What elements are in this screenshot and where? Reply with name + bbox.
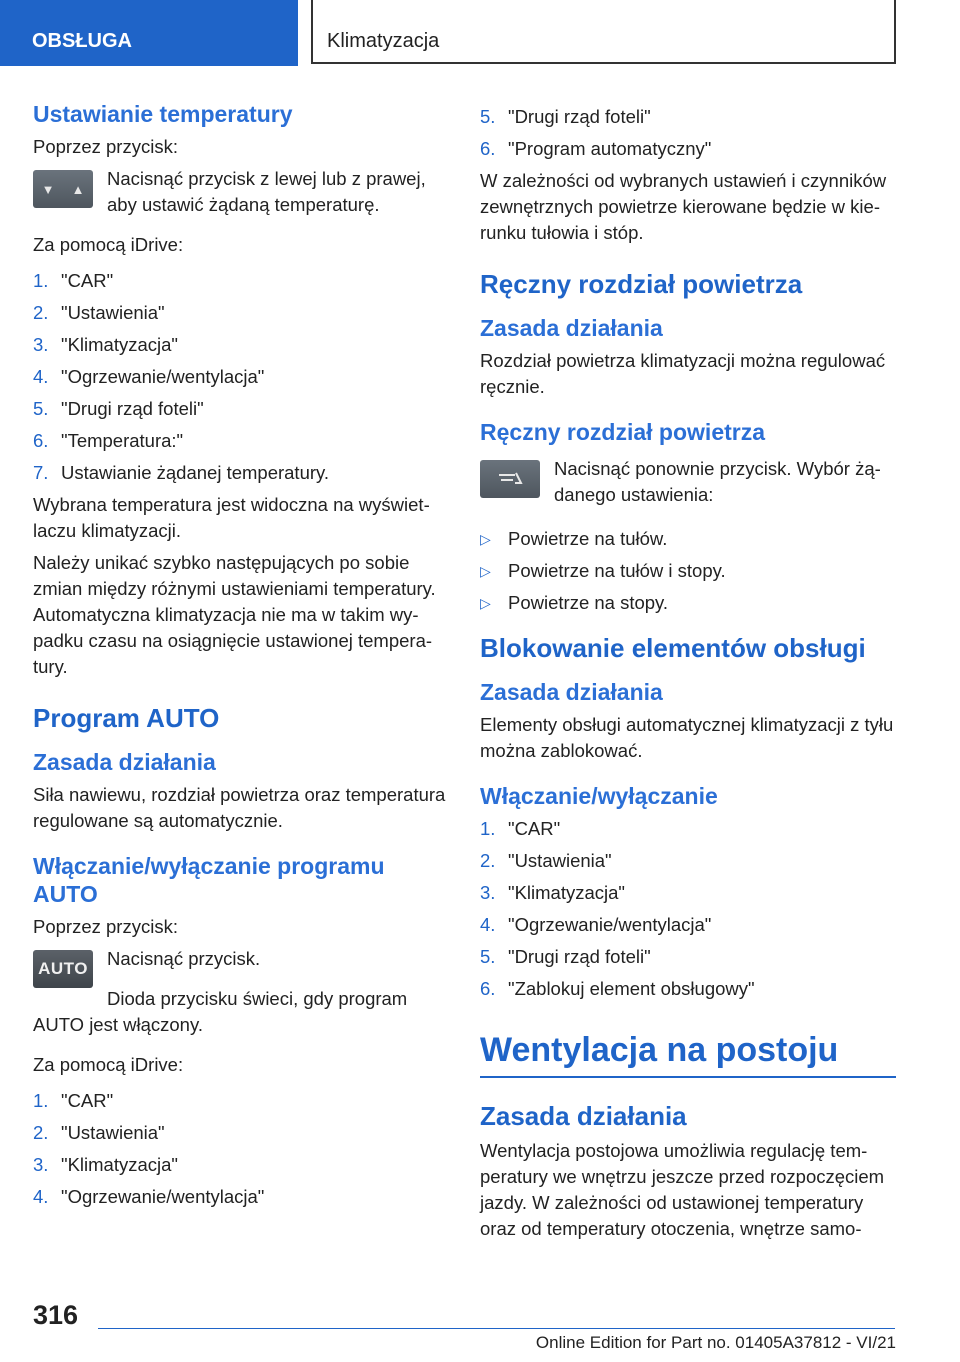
principle-heading: Zasada działania <box>480 1101 687 1131</box>
auto-led-text: Dioda przycisku świeci, gdy program AUTO jest włączony. <box>33 988 408 1035</box>
header-title: Klimatyzacja <box>311 0 896 64</box>
auto-para: W zależności od wybranych ustawień i czynników zewnętrznych powietrze kierowane będzie w kierunku tułowia i stóp. <box>480 170 887 243</box>
vent-text: Wentylacja postojowa umożliwia regulację temperatury we wnętrzu jeszcze przed rozpoczęciem jazdy. W zależności od ustawionej temperatury oraz od temperatury otoczenia, wnętrze samo- <box>480 1140 885 1239</box>
list-item: 2. "Ustawienia" <box>33 302 165 323</box>
temp-steps-list <box>33 268 448 492</box>
list-item: 3. "Klimatyzacja" <box>480 882 625 903</box>
auto-onoff-heading: Włączanie/wyłączanie programu AUTO <box>33 853 385 907</box>
footer-divider <box>98 1328 895 1329</box>
page-number: 316 <box>33 1300 79 1330</box>
triangle-bullet-icon: ▷ <box>480 595 491 611</box>
manual-options-list <box>480 526 896 622</box>
list-item: ▷ Powietrze na stopy. <box>480 590 896 622</box>
lock-steps-list <box>480 816 896 1008</box>
manual-sub-heading: Ręczny rozdział powietrza <box>480 419 766 445</box>
auto-press-text: Nacisnąć przycisk. <box>107 948 261 969</box>
auto-button-icon: AUTO <box>33 950 93 988</box>
air-button-row <box>480 456 896 508</box>
principle-heading: Zasada działania <box>480 679 663 705</box>
list-item: 4. "Ogrzewanie/wentylacja" <box>480 914 712 935</box>
principle-heading: Zasada działania <box>480 315 663 341</box>
list-item: 2. "Ustawienia" <box>480 850 612 871</box>
temp-para-2: Należy unikać szybko następujących po sobie zmian między różnymi ustawieniami temperatury. Automatyczna klimatyzacja nie ma w takim wypadku czasu na osiągnięcie ustawionej temperatury. <box>33 552 436 677</box>
via-idrive-text: Za pomocą iDrive: <box>33 234 184 255</box>
list-item: 3. "Klimatyzacja" <box>33 334 178 355</box>
temp-button-text: Nacisnąć przycisk z lewej lub z prawej, aby ustawić żądaną temperaturę. <box>107 168 426 215</box>
vent-heading: Wentylacja na postoju <box>480 1031 839 1069</box>
temp-heading: Ustawianie temperatury <box>33 101 293 127</box>
list-item: 7. Ustawianie żądanej temperatury. <box>33 462 330 483</box>
list-item: 1. "CAR" <box>480 818 561 839</box>
list-item: 2. "Ustawienia" <box>33 1122 165 1143</box>
auto-steps-list <box>33 1088 448 1216</box>
list-item: ▷ Powietrze na tułów. <box>480 526 896 558</box>
auto-heading: Program AUTO <box>33 703 220 733</box>
manual-button-text: Nacisnąć ponownie przycisk. Wybór żądanego ustawienia: <box>554 458 881 505</box>
list-item: 6. "Zablokuj element obsługowy" <box>480 978 755 999</box>
header-section: OBSŁUGA <box>0 0 298 66</box>
footer-edition: Online Edition for Part no. 01405A37812 - VI/21 <box>535 1333 896 1352</box>
list-item: 1. "CAR" <box>33 270 114 291</box>
right-column <box>480 104 896 1242</box>
manual-heading: Ręczny rozdział powietrza <box>480 269 803 299</box>
via-idrive-text-2: Za pomocą iDrive: <box>33 1054 184 1075</box>
via-button-text-2: Poprzez przycisk: <box>33 916 178 937</box>
list-item: ▷ Powietrze na tułów i stopy. <box>480 558 896 590</box>
list-item: 5. "Drugi rząd foteli" <box>33 398 204 419</box>
triangle-bullet-icon: ▷ <box>480 531 491 547</box>
manual-principle-text: Rozdział powietrza klimatyzacji można regulować ręcznie. <box>480 350 886 397</box>
temperature-arrows-icon: ▼ ▲ <box>33 170 93 208</box>
list-item: 6. "Temperatura:" <box>33 430 184 451</box>
temp-para-1: Wybrana temperatura jest widoczna na wyświetlaczu klimatyzacji. <box>33 494 430 541</box>
list-item: 4. "Ogrzewanie/wentylacja" <box>33 1186 265 1207</box>
left-column <box>33 100 448 1216</box>
lock-principle-text: Elementy obsługi automatycznej klimatyzacji z tyłu można zablokować. <box>480 714 894 761</box>
triangle-bullet-icon: ▷ <box>480 563 491 579</box>
temp-button-row <box>33 166 448 218</box>
list-item: 1. "CAR" <box>33 1090 114 1111</box>
list-item: 3. "Klimatyzacja" <box>33 1154 178 1175</box>
air-distribution-icon <box>480 460 540 498</box>
lock-heading: Blokowanie elementów obsługi <box>480 633 866 663</box>
lock-onoff-heading: Włączanie/wyłączanie <box>480 783 718 809</box>
auto-steps-cont-list <box>480 104 896 168</box>
vent-heading-block <box>480 1030 896 1078</box>
auto-button-row <box>33 946 448 988</box>
principle-heading: Zasada działania <box>33 749 216 775</box>
list-item: 4. "Ogrzewanie/wentylacja" <box>33 366 265 387</box>
via-button-text: Poprzez przycisk: <box>33 136 178 157</box>
list-item: 5. "Drugi rząd foteli" <box>480 946 651 967</box>
list-item: 5. "Drugi rząd foteli" <box>480 106 651 127</box>
auto-principle-text: Siła nawiewu, rozdział powietrza oraz temperatura regulowane są automatycznie. <box>33 784 446 831</box>
list-item: 6. "Program automatyczny" <box>480 138 712 159</box>
